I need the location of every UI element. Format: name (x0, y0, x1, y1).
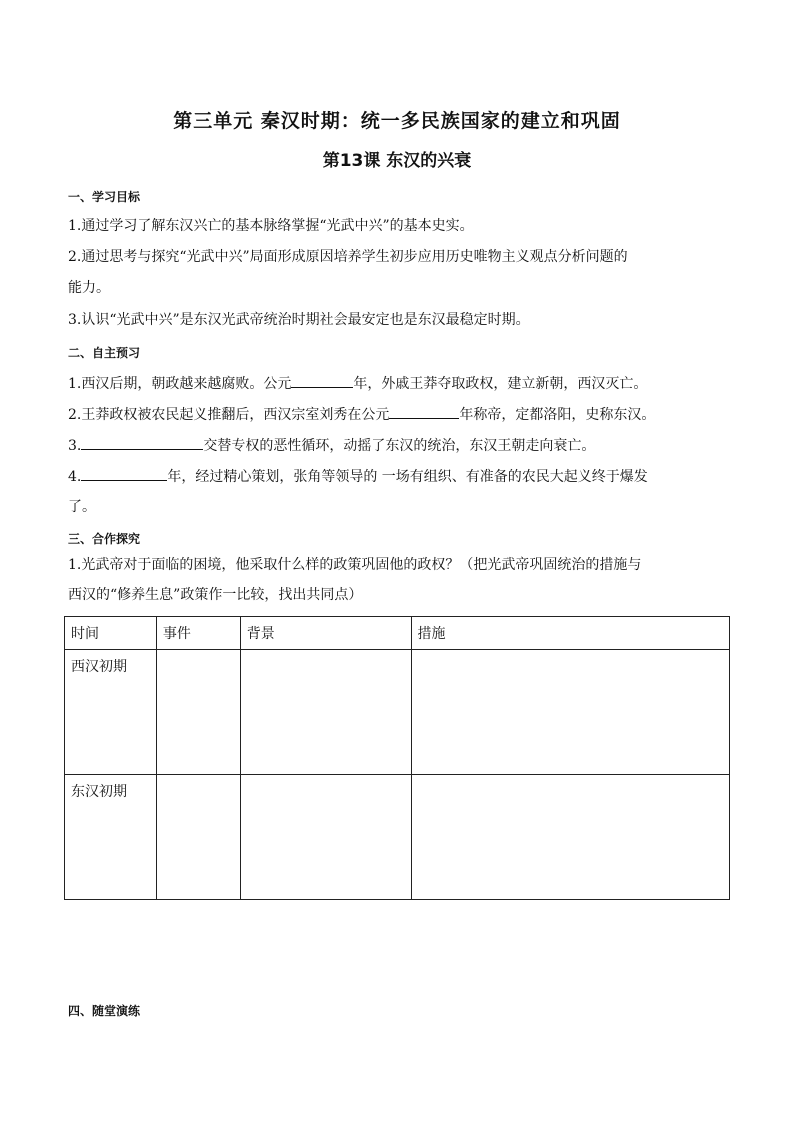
preview-q4-text-b: 年，经过精心策划，张角等领导的 一场有组织、有准备的农民大起义终于爆发 (167, 469, 648, 485)
answer-blank-4[interactable] (81, 466, 167, 481)
table-cell-background[interactable] (240, 650, 411, 775)
answer-blank-2[interactable] (389, 404, 459, 419)
preview-q2-text-b: 年称帝，定都洛阳，史称东汉。 (459, 407, 656, 423)
table-header-background: 背景 (240, 617, 411, 650)
preview-q1-text-a: 1.西汉后期，朝政越来越腐败。公元 (68, 376, 292, 392)
lesson-title: 第13课 东汉的兴衰 (322, 151, 472, 171)
preview-q1-text-b: 年，外戚王莽夺取政权，建立新朝，西汉灭亡。 (353, 376, 648, 392)
section-heading-explore: 三、合作探究 (68, 532, 141, 546)
table-row (65, 650, 730, 775)
table-row (65, 775, 730, 900)
table-cell-event[interactable] (156, 775, 240, 900)
preview-question-1 (68, 373, 647, 394)
explore-question-line-2: 西汉的“修养生息”政策作一比较，找出共同点） (68, 587, 363, 603)
section-heading-objectives: 一、学习目标 (68, 190, 141, 204)
table-header-time: 时间 (65, 617, 157, 650)
preview-q3-text-a: 3. (68, 438, 82, 454)
table-cell-background[interactable] (240, 775, 411, 900)
objective-item-1: 1.通过学习了解东汉兴亡的基本脉络掌握“光武中兴”的基本史实。 (68, 218, 474, 234)
comparison-table (64, 616, 730, 900)
section-heading-practice: 四、随堂演练 (68, 1004, 141, 1018)
preview-question-2 (68, 404, 655, 425)
section-heading-preview: 二、自主预习 (68, 346, 141, 360)
preview-q2-text-a: 2.王莽政权被农民起义推翻后，西汉宗室刘秀在公元 (68, 407, 390, 423)
table-row-label-western-han: 西汉初期 (65, 650, 157, 775)
preview-question-4 (68, 466, 648, 487)
preview-question-4-cont: 了。 (68, 499, 96, 515)
preview-question-3 (68, 435, 595, 456)
table-cell-measures[interactable] (411, 650, 730, 775)
answer-blank-3[interactable] (81, 435, 203, 450)
objective-item-3: 3.认识“光武中兴”是东汉光武帝统治时期社会最安定也是东汉最稳定时期。 (68, 312, 530, 328)
unit-title: 第三单元 秦汉时期：统一多民族国家的建立和巩固 (173, 110, 621, 132)
preview-q4-text-a: 4. (68, 469, 82, 485)
table-cell-event[interactable] (156, 650, 240, 775)
table-header-event: 事件 (156, 617, 240, 650)
table-cell-measures[interactable] (411, 775, 730, 900)
objective-item-2-cont: 能力。 (68, 280, 110, 296)
table-header-row (65, 617, 730, 650)
answer-blank-1[interactable] (291, 373, 353, 388)
table-row-label-eastern-han: 东汉初期 (65, 775, 157, 900)
table-header-measures: 措施 (411, 617, 730, 650)
objective-item-2: 2.通过思考与探究“光武中兴”局面形成原因培养学生初步应用历史唯物主义观点分析问题的 (68, 249, 628, 265)
explore-question-line-1: 1.光武帝对于面临的困境，他采取什么样的政策巩固他的政权？（把光武帝巩固统治的措施与 (68, 557, 642, 573)
preview-q3-text-b: 交替专权的恶性循环，动摇了东汉的统治，东汉王朝走向衰亡。 (203, 438, 596, 454)
